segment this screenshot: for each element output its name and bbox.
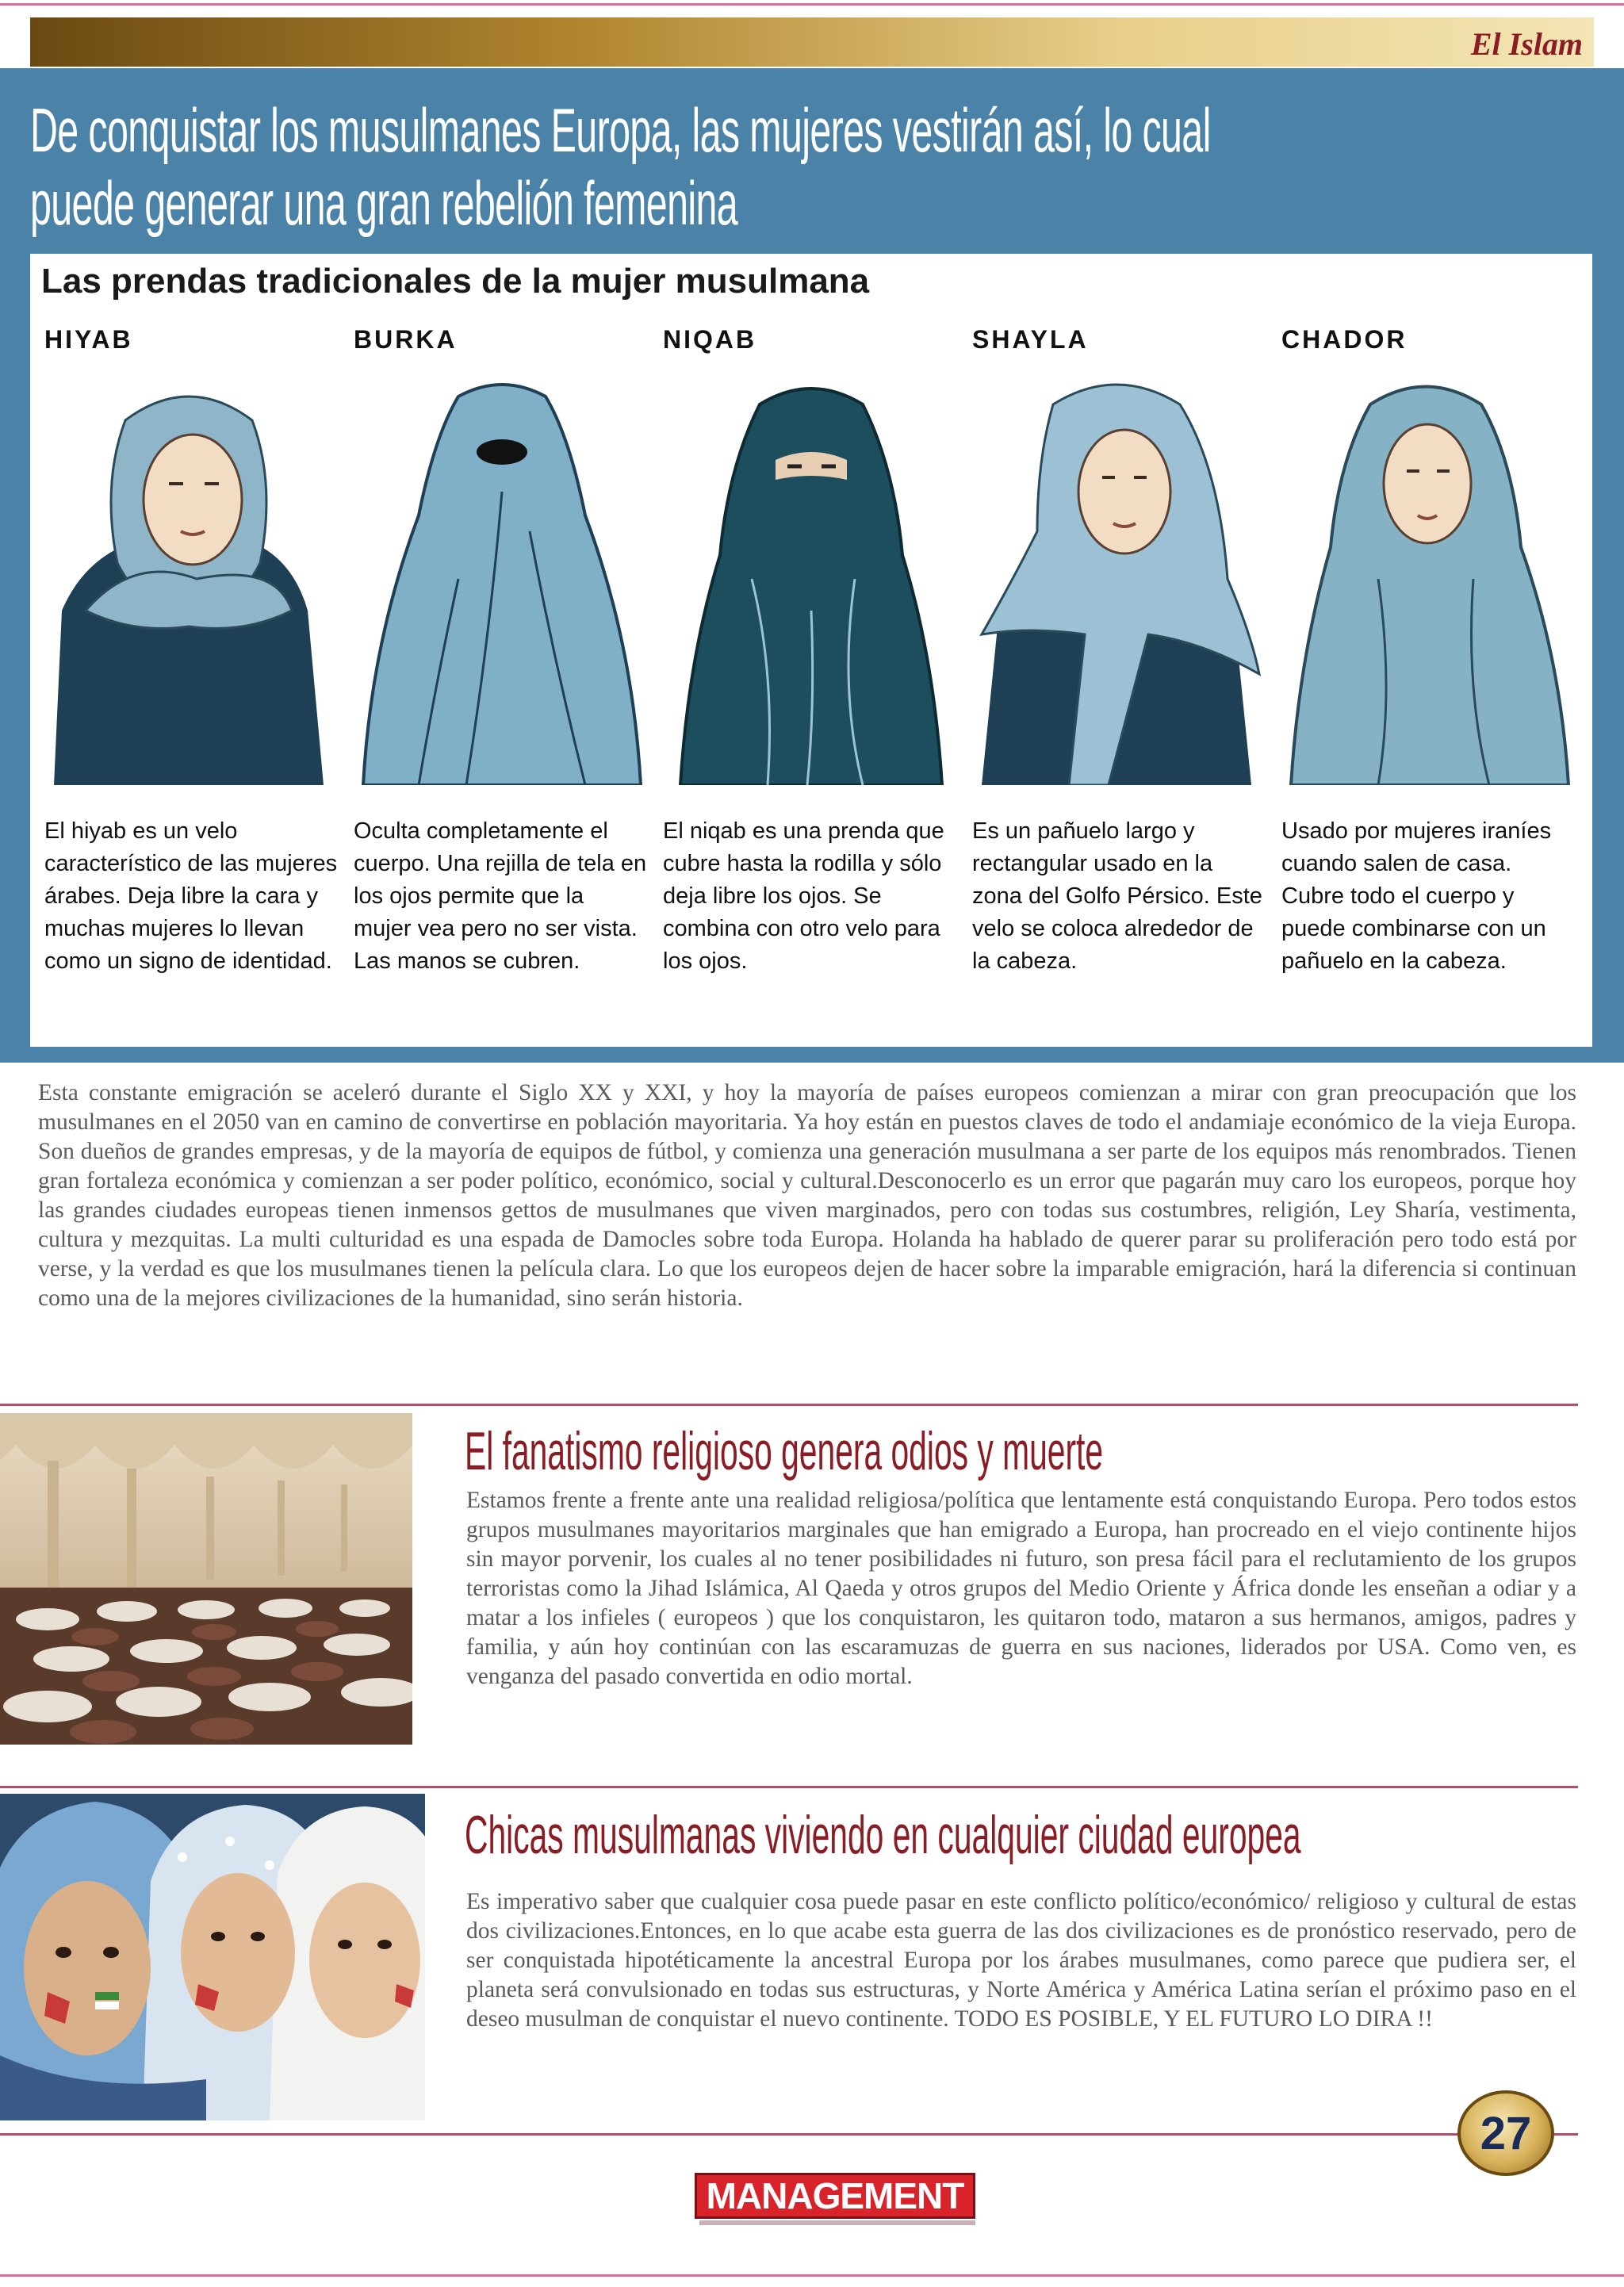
garment-chador: [1275, 325, 1576, 1039]
section-divider: [0, 1404, 1578, 1406]
chador-illustration: [1275, 373, 1576, 785]
page-headline: [30, 94, 1211, 239]
mosque-prayer-photo: [0, 1413, 412, 1745]
hiyab-illustration: [38, 373, 339, 785]
logo-shadow: [699, 2220, 975, 2225]
page-number: 27: [1457, 2090, 1554, 2176]
garment-burka: [347, 325, 649, 1039]
niqab-illustration: [657, 373, 958, 785]
top-pink-line: [0, 3, 1624, 6]
section-header-bar: [30, 17, 1594, 67]
section-divider: [0, 2133, 1578, 2136]
bottom-pink-line: [0, 2274, 1624, 2277]
garment-description: El niqab es una prenda que cubre hasta la rodilla y sólo deja libre los ojos. Se combina con otro velo para los ojos.: [663, 818, 944, 974]
headline-line-2: puede generar una gran rebelión femenina: [30, 168, 738, 238]
garment-hiyab: [38, 325, 339, 1039]
shayla-illustration: [966, 373, 1267, 785]
garment-description: El hiyab es un velo característico de las mujeres árabes. Deja libre la cara y muchas mujeres lo llevan como un signo de identidad.: [44, 818, 338, 974]
garment-description: Es un pañuelo largo y rectangular usado en la zona del Golfo Pérsico. Este velo se coloca alrededor de la cabeza.: [972, 818, 1262, 974]
garment-description: Oculta completamente el cuerpo. Una rejilla de tela en los ojos permite que la mujer vea pero no ser vista. Las manos se cubren.: [354, 818, 647, 974]
garment-name: CHADOR: [1281, 325, 1408, 354]
garments-infographic: [30, 254, 1592, 1047]
intro-paragraph: Esta constante emigración se aceleró durante el Siglo XX y XXI, y hoy la mayoría de países europeos comienzan a mirar con gran preocupación que los musulmanes en el 2050 van en camino de convertirse en población mayoritaria. Ya hoy están en puestos claves de todo el andamiaje económico de la vieja Europa. Son dueños de grandes empresas, y de la mayoría de equipos de fútbol, y comienza una generación musulmana a ser parte de los equipos más renombrados. Tienen gran fortaleza económica y comienzan a ser poder político, económico, social y cultural.Desconocerlo es un error que pagarán muy caro los europeos, porque hoy las grandes ciudades europeas tienen inmensos gettos de musulmanes que viven marginados, pero con todas sus costumbres, religión, Ley Sharía, vestimenta, cultura y mezquitas. La multi culturidad es una espada de Damocles sobre toda Europa. Holanda ha hablado de querer parar su proliferación pero todo está por verse, y la verdad es que los musulmanes tienen la película clara. Lo que los europeos dejen de hacer sobre la imparable emigración, hará la diferencia si continuan como una de la mejores civilizaciones de la humanidad, sino serán historia.: [38, 1080, 1576, 1311]
headline-line-1: De conquistar los musulmanes Europa, las mujeres vestirán así, lo cual: [30, 95, 1211, 165]
section-label: El Islam: [1470, 26, 1583, 62]
garment-name: NIQAB: [663, 325, 757, 354]
section3-body: Es imperativo saber que cualquier cosa puede pasar en este conflicto político/económico/ religioso y cultural de estas dos civilizaciones.Entonces, en lo que acabe esta guerra de las dos civilizaciones es de pronóstico reservado, pero de ser conquistada hipotéticamente la ancestral Europa por los árabes musulmanes, como parece que pudiera ser, el planeta será convulsionado en todas sus estructuras, y Norte América y América Latina serían el próximo paso en el deseo musulman de conquistar el nuevo continente. TODO ES POSIBLE, Y EL FUTURO LO DIRA !!: [466, 1889, 1576, 2032]
section-divider: [0, 1786, 1578, 1788]
management-logo: MANAGEMENT: [695, 2173, 975, 2219]
infographic-title: Las prendas tradicionales de la mujer musulmana: [41, 262, 870, 301]
burka-illustration: [347, 373, 649, 785]
section3-title: Chicas musulmanas viviendo en cualquier ciudad europea: [465, 1805, 1301, 1865]
section2-body: Estamos frente a frente ante una realidad religiosa/política que lentamente está conquistando Europa. Pero todos estos grupos musulmanes mayoritarios marginales que han emigrado a Europa, han procreado en el viejo continente hijos sin mayor porvenir, los cuales al no tener posibilidades ni futuro, son presa fácil para el reclutamiento de los grupos terroristas como la Jihad Islámica, Al Qaeda y otros grupos del Medio Oriente y África donde les enseñan a odiar y a matar a los infieles ( europeos ) que los conquistaron, les quitaron todo, mataron a sus hermanos, amigos, padres y familia, y aún hoy continúan con las escaramuzas de guerra en sus naciones, liderados por USA. Como ven, es venganza del pasado convertida en odio mortal.: [466, 1488, 1576, 1689]
garment-name: HIYAB: [44, 325, 133, 354]
muslim-girls-photo: [0, 1794, 425, 2120]
garment-shayla: [966, 325, 1267, 1039]
garment-description: Usado por mujeres iraníes cuando salen de casa. Cubre todo el cuerpo y puede combinarse con un pañuelo en la cabeza.: [1281, 818, 1552, 974]
garment-name: BURKA: [354, 325, 458, 354]
section2-title: El fanatismo religioso genera odios y muerte: [465, 1421, 1104, 1481]
garment-name: SHAYLA: [972, 325, 1089, 354]
garment-niqab: [657, 325, 958, 1039]
